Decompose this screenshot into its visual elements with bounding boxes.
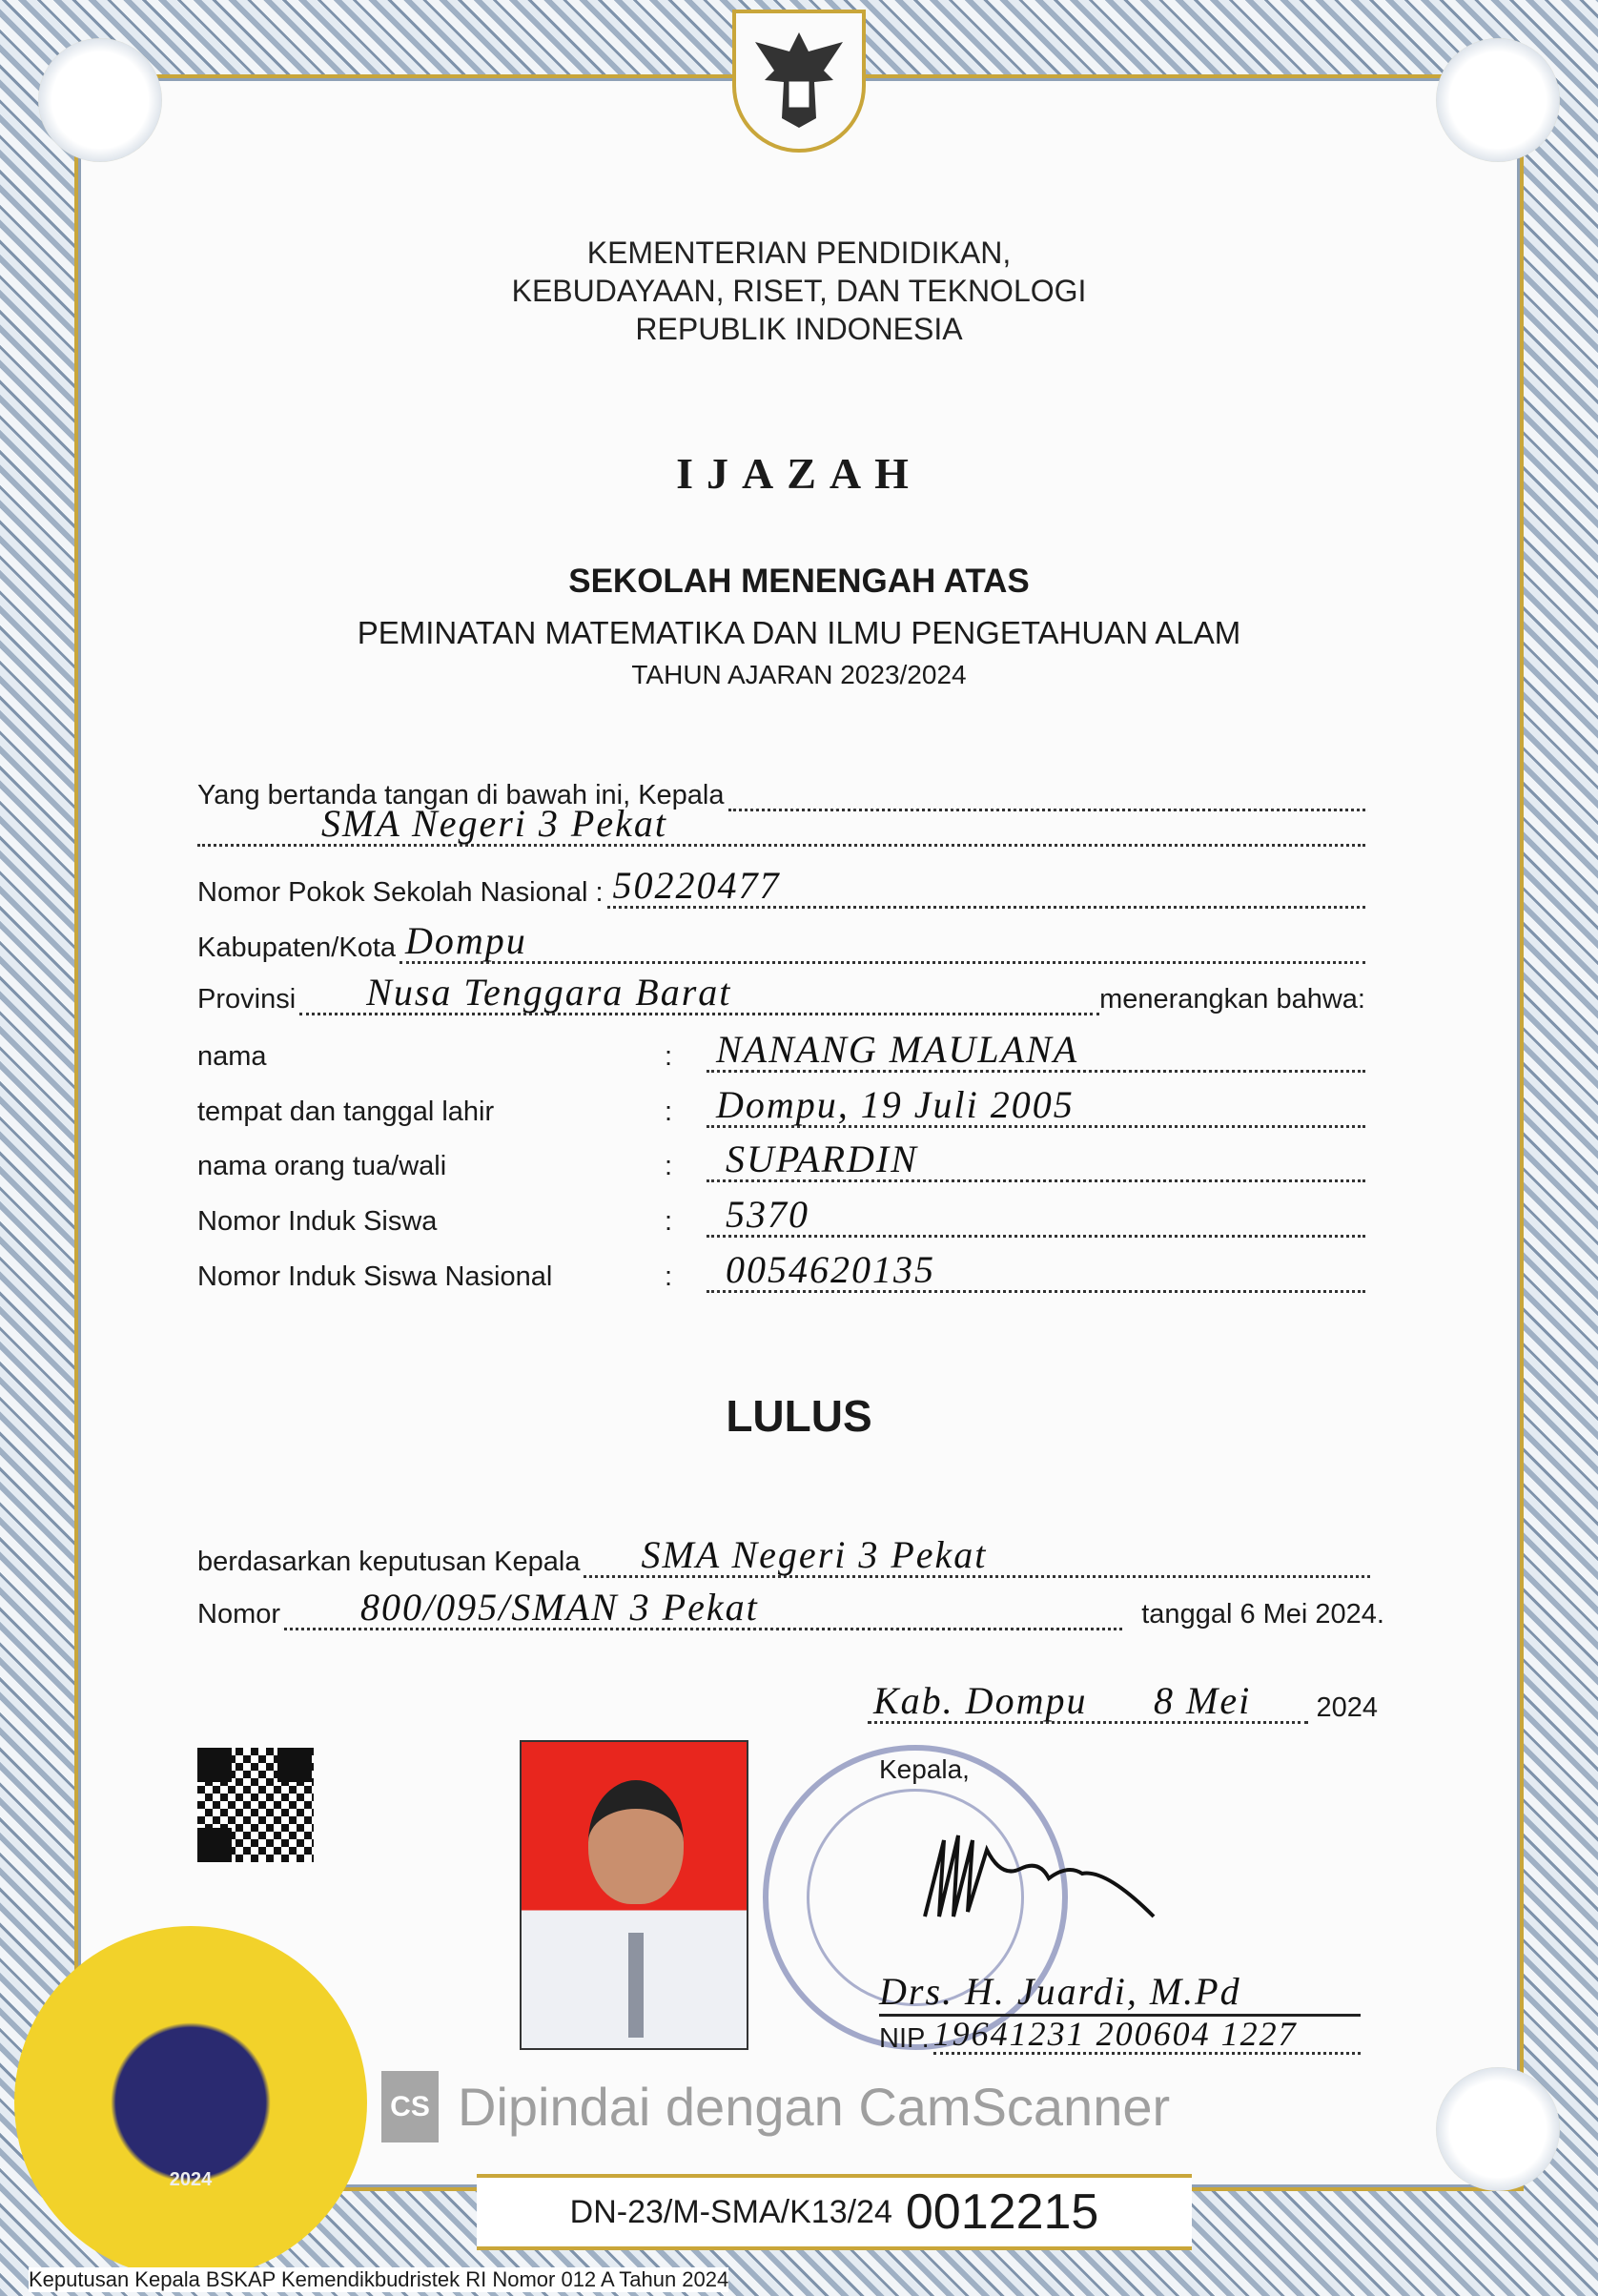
hologram-seal [14, 1926, 367, 2279]
ministry-line-3: REPUBLIK INDONESIA [635, 312, 963, 346]
declares-label: menerangkan bahwa: [1099, 984, 1365, 1015]
footer-legal-note: Keputusan Kepala BSKAP Kemendikbudristek RI Nomor 012 A Tahun 2024 [29, 2267, 729, 2291]
field-row [197, 1083, 1365, 1128]
decision-number-row [197, 1586, 1384, 1630]
sign-place: Kab. Dompu [873, 1679, 1088, 1722]
nip-label: NIP. [879, 2023, 930, 2054]
ministry-line-2: KEBUDAYAAN, RISET, DAN TEKNOLOGI [511, 274, 1087, 308]
field-label: tempat dan tanggal lahir [197, 1097, 495, 1127]
qr-code[interactable] [197, 1748, 314, 1862]
academic-year: TAHUN AJARAN 2023/2024 [631, 660, 967, 689]
school-type: SEKOLAH MENENGAH ATAS [568, 563, 1030, 600]
colon: : [665, 1261, 673, 1292]
decision-school: SMA Negeri 3 Pekat [641, 1533, 988, 1576]
npsn-value: 50220477 [612, 864, 781, 907]
signature-scribble [915, 1821, 1163, 1926]
photo-face [588, 1780, 684, 1904]
signatory-role: Kepala, [879, 1754, 970, 1784]
ministry-line-1: KEMENTERIAN PENDIDIKAN, [586, 236, 1012, 270]
garuda-emblem-icon [732, 10, 866, 153]
camscanner-watermark [381, 2071, 1170, 2142]
field-label: nama orang tua/wali [197, 1151, 447, 1181]
signature-line [879, 1959, 1361, 2017]
serial-box [477, 2174, 1192, 2250]
field-label: Nomor Induk Siswa Nasional [197, 1261, 553, 1292]
decision-date: tanggal 6 Mei 2024. [1141, 1599, 1384, 1630]
field-row [197, 1028, 1365, 1073]
seal-year: 2024 [169, 2169, 213, 2190]
province-label: Provinsi [197, 984, 297, 1015]
place-date-row [868, 1679, 1378, 1724]
field-value: Dompu, 19 Juli 2005 [716, 1083, 1075, 1126]
colon: : [665, 1041, 673, 1072]
document-title: IJAZAH [676, 449, 922, 498]
sign-date: 8 Mei [1154, 1679, 1252, 1722]
decision-row [197, 1533, 1370, 1578]
student-photo [520, 1740, 748, 2050]
field-row [197, 1193, 1365, 1238]
field-row [197, 1248, 1365, 1293]
province-value: Nusa Tenggara Barat [366, 971, 732, 1014]
district-row [197, 919, 1365, 964]
decision-number: 800/095/SMAN 3 Pekat [360, 1586, 759, 1629]
field-value: 0054620135 [726, 1248, 935, 1291]
npsn-label: Nomor Pokok Sekolah Nasional : [197, 877, 604, 908]
result-status: LULUS [726, 1391, 872, 1441]
school-name-value: SMA Negeri 3 Pekat [321, 802, 667, 845]
colon: : [665, 1206, 673, 1237]
corner-ornament [1436, 2067, 1560, 2191]
field-label: Nomor Induk Siswa [197, 1206, 438, 1237]
field-row [197, 1138, 1365, 1182]
program: PEMINATAN MATEMATIKA DAN ILMU PENGETAHUAN ALAM [357, 615, 1241, 650]
field-label: nama [197, 1041, 267, 1072]
photo-tie [628, 1933, 644, 2038]
signatory-name: Drs. H. Juardi, M.Pd [879, 1970, 1241, 2013]
district-value: Dompu [405, 919, 527, 962]
corner-ornament [38, 38, 162, 162]
camscanner-logo-icon: CS [381, 2071, 439, 2142]
district-label: Kabupaten/Kota [197, 933, 397, 963]
intro-label: Yang bertanda tangan di bawah ini, Kepala [197, 780, 725, 810]
field-value: 5370 [726, 1193, 809, 1236]
colon: : [665, 1097, 673, 1127]
school-name-row [197, 802, 1365, 847]
corner-ornament [1436, 38, 1560, 162]
decision-label: berdasarkan keputusan Kepala [197, 1547, 581, 1577]
serial-code: DN-23/M-SMA/K13/24 [569, 2193, 892, 2230]
field-value: SUPARDIN [726, 1138, 918, 1180]
colon: : [665, 1151, 673, 1181]
field-value: NANANG MAULANA [716, 1028, 1079, 1071]
nip-value: 19641231 200604 1227 [932, 2015, 1298, 2053]
sign-year: 2024 [1316, 1692, 1378, 1723]
province-row [197, 971, 1365, 1015]
watermark-text: Dipindai dengan CamScanner [458, 2077, 1171, 2137]
serial-number: 0012215 [905, 2184, 1099, 2240]
decision-number-label: Nomor [197, 1599, 281, 1630]
npsn-row [197, 864, 1365, 909]
nip-row [879, 2015, 1361, 2055]
